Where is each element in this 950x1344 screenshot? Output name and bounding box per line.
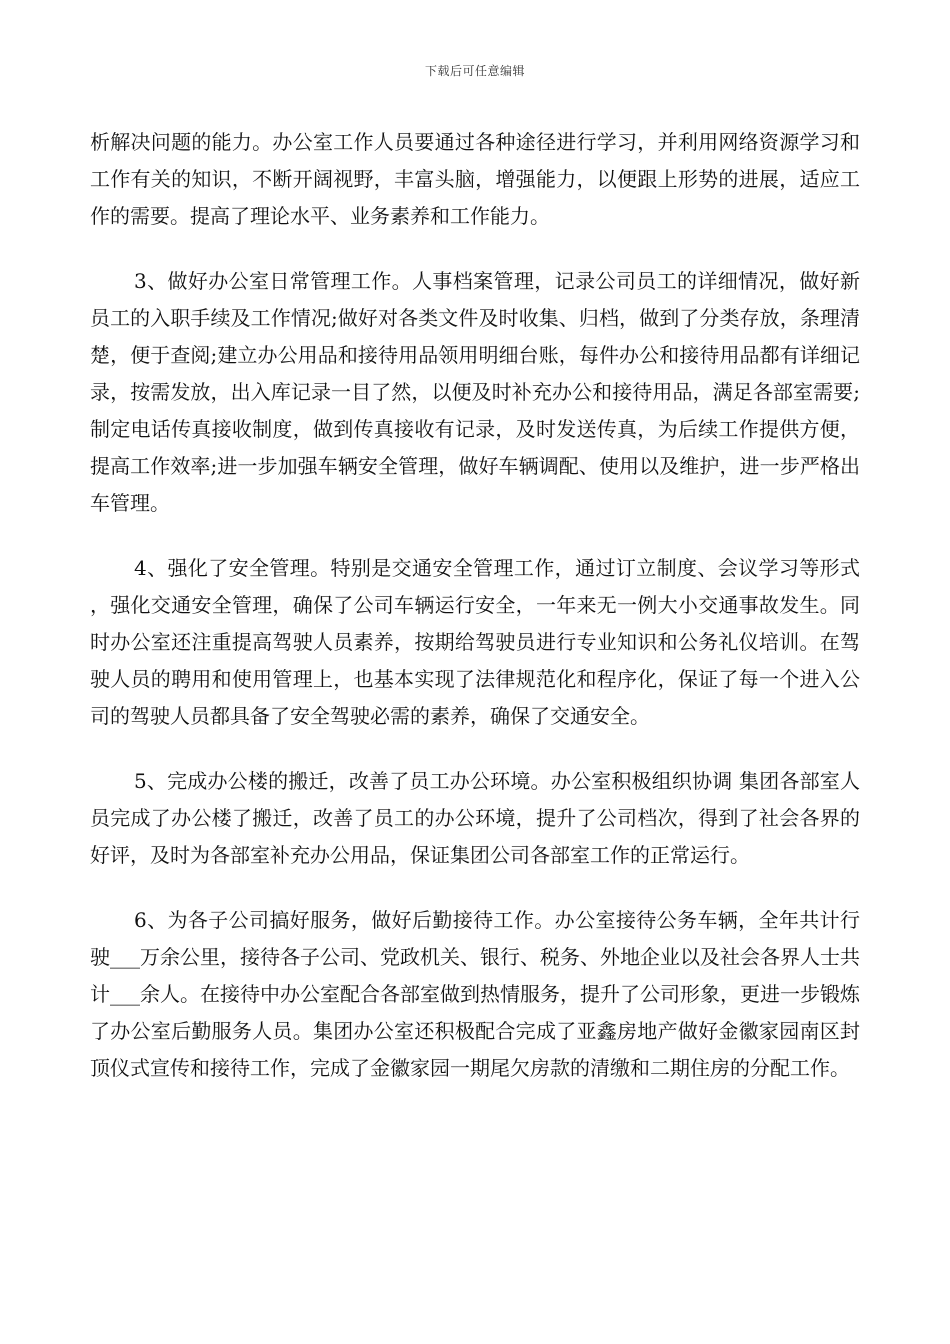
paragraph-item-6: 6、为各子公司搞好服务，做好后勤接待工作。办公室接待公务车辆，全年共计行驶___万余公里，接待各子公司、党政机关、银行、税务、外地企业以及社会各界人士共计___余人。在接待中办公室配合各部室做到热情服务，提升了公司形象，更进一步锻炼了办公室后勤服务人员。集团办公室还积极配合完成了亚鑫房地产做好金徽家园南区封顶仪式宣传和接待工作，完成了金徽家园一期尾欠房款的清缴和二期住房的分配工作。 [90, 908, 860, 1080]
paragraph-item-3: 3、做好办公室日常管理工作。人事档案管理，记录公司员工的详细情况，做好新员工的入职手续及工作情况;做好对各类文件及时收集、归档，做到了分类存放，条理清楚，便于查阅;建立办公用品和接待用品领用明细台账，每件办公和接待用品都有详细记录，按需发放，出入库记录一目了然，以便及时补充办公和接待用品，满足各部室需要;制定电话传真接收制度，做到传真接收有记录，及时发送传真，为后续工作提供方便，提高工作效率;进一步加强车辆安全管理，做好车辆调配、使用以及维护，进一步严格出车管理。 [90, 269, 860, 515]
paragraph-item-4: 4、强化了安全管理。特别是交通安全管理工作，通过订立制度、会议学习等形式，强化交通安全管理，确保了公司车辆运行安全，一年来无一例大小交通事故发生。同时办公室还注重提高驾驶人员素养，按期给驾驶员进行专业知识和公务礼仪培训。在驾驶人员的聘用和使用管理上，也基本实现了法律规范化和程序化，保证了每一个进入公司的驾驶人员都具备了安全驾驶必需的素养，确保了交通安全。 [90, 556, 860, 728]
document-body [90, 124, 860, 1087]
paragraph-item-5: 5、完成办公楼的搬迁，改善了员工办公环境。办公室积极组织协调 集团各部室人员完成了办公楼了搬迁，改善了员工的办公环境，提升了公司档次，得到了社会各界的好评，及时为各部室补充办公用品，保证集团公司各部室工作的正常运行。 [90, 769, 860, 867]
paragraph-continuation: 析解决问题的能力。办公室工作人员要通过各种途径进行学习，并利用网络资源学习和工作有关的知识，不断开阔视野，丰富头脑，增强能力，以便跟上形势的进展，适应工作的需要。提高了理论水平、业务素养和工作能力。 [90, 130, 860, 228]
page-header-note: 下载后可任意编辑 [424, 64, 525, 78]
